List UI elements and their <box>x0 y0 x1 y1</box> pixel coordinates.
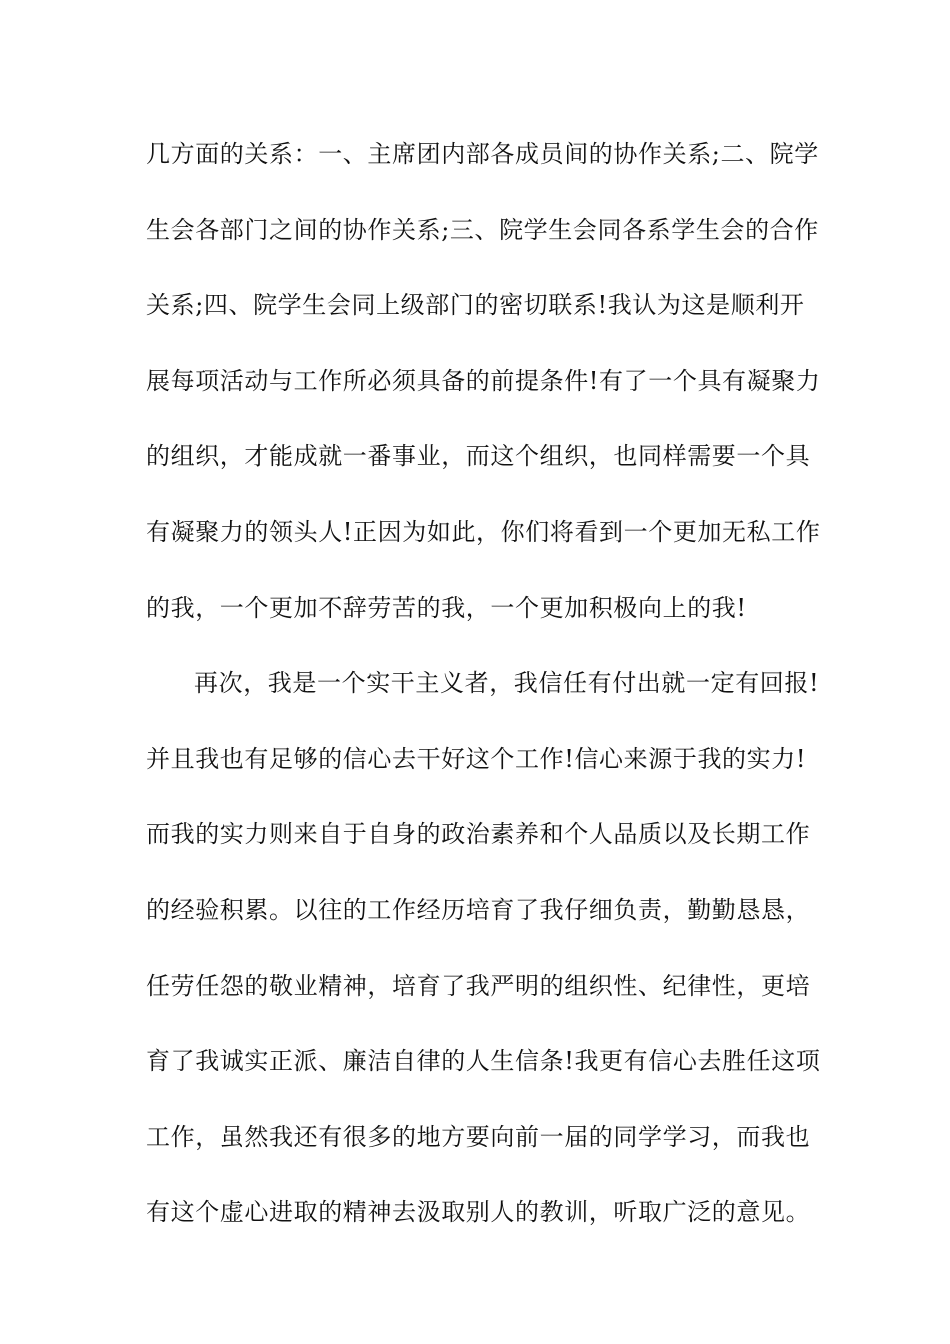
paragraph-first-line: 再次，我是一个实干主义者，我信任有付出就一定有回报! <box>194 669 820 698</box>
text-line: 育了我诚实正派、廉洁自律的人生信条!我更有信心去胜任这项 <box>146 1047 821 1076</box>
document-body <box>146 130 826 1264</box>
text-line: 的组织，才能成就一番事业，而这个组织，也同样需要一个具 <box>146 442 811 471</box>
text-line: 生会各部门之间的协作关系;三、院学生会同各系学生会的合作 <box>146 215 819 244</box>
text-line: 几方面的关系：一、主席团内部各成员间的协作关系;二、院学 <box>146 140 819 168</box>
text-line: 关系;四、院学生会同上级部门的密切联系!我认为这是顺利开 <box>146 291 805 320</box>
text-line: 有这个虚心进取的精神去汲取别人的教训，听取广泛的意见。 <box>146 1198 811 1227</box>
text-line: 并且我也有足够的信心去干好这个工作!信心来源于我的实力! <box>146 744 807 773</box>
text-line: 的我，一个更加不辞劳苦的我，一个更加积极向上的我! <box>146 593 747 622</box>
text-line: 任劳任怨的敬业精神，培育了我严明的组织性、纪律性，更培 <box>146 971 811 1000</box>
text-line: 的经验积累。以往的工作经历培育了我仔细负责，勤勤恳恳， <box>146 895 811 924</box>
text-line: 有凝聚力的领头人!正因为如此，你们将看到一个更加无私工作 <box>146 517 821 546</box>
text-line: 而我的实力则来自于自身的政治素养和个人品质以及长期工作 <box>146 820 811 849</box>
text-line: 展每项活动与工作所必须具备的前提条件!有了一个具有凝聚力 <box>146 366 821 395</box>
text-line: 工作，虽然我还有很多的地方要向前一届的同学学习，而我也 <box>146 1122 811 1151</box>
